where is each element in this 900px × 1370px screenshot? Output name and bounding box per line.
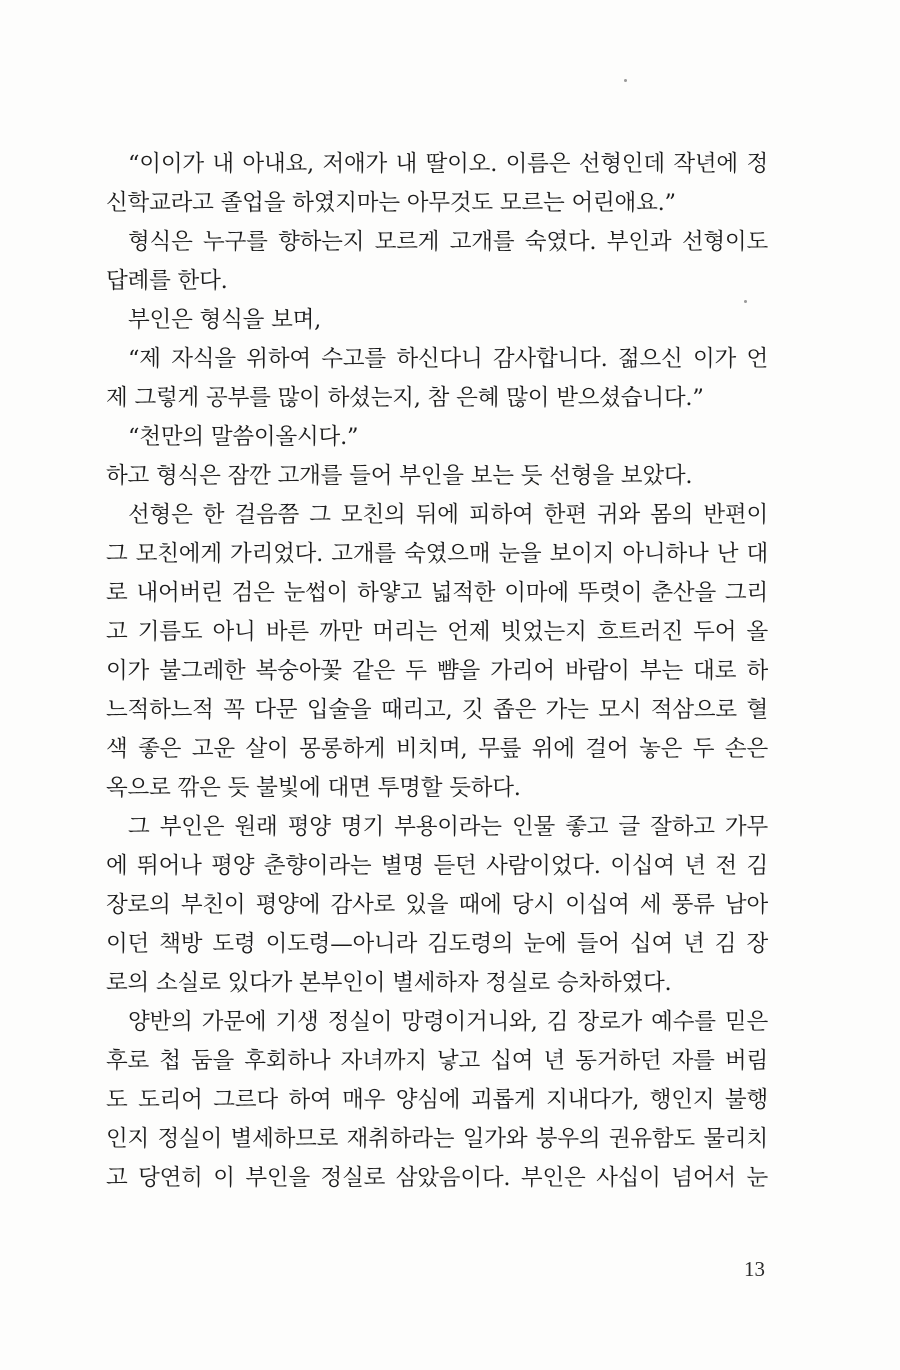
text-line: 후로 첩 둠을 후회하나 자녀까지 낳고 십여 년 동거하던 자를 버림 <box>106 1048 768 1074</box>
text-line: 로의 소실로 있다가 본부인이 별세하자 정실로 승차하였다. <box>106 970 672 996</box>
text-line: 형식은 누구를 향하는지 모르게 고개를 숙였다. 부인과 선형이도 <box>128 229 768 255</box>
text-line: 하고 형식은 잠깐 고개를 들어 부인을 보는 듯 선형을 보았다. <box>106 463 693 489</box>
text-line: 에 뛰어나 평양 춘향이라는 별명 듣던 사람이었다. 이십여 년 전 김 <box>106 853 768 879</box>
text-line: 색 좋은 고운 살이 몽롱하게 비치며, 무릎 위에 걸어 놓은 두 손은 <box>106 736 768 762</box>
scan-speck <box>624 79 627 82</box>
text-line: 도 도리어 그르다 하여 매우 양심에 괴롭게 지내다가, 행인지 불행 <box>106 1087 768 1113</box>
text-line: “제 자식을 위하여 수고를 하신다니 감사합니다. 젊으신 이가 언 <box>128 346 768 372</box>
text-line: “천만의 말씀이올시다.” <box>128 424 359 450</box>
text-line: 부인은 형식을 보며, <box>128 307 322 333</box>
text-line: 느적하느적 꼭 다문 입술을 때리고, 깃 좁은 가는 모시 적삼으로 혈 <box>106 697 768 723</box>
text-line: 인지 정실이 별세하므로 재취하라는 일가와 붕우의 권유함도 물리치 <box>106 1126 768 1152</box>
text-line: 장로의 부친이 평양에 감사로 있을 때에 당시 이십여 세 풍류 남아 <box>106 892 768 918</box>
text-line: 그 모친에게 가리었다. 고개를 숙였으매 눈을 보이지 아니하나 난 대 <box>106 541 768 567</box>
text-line: 그 부인은 원래 평양 명기 부용이라는 인물 좋고 글 잘하고 가무 <box>128 814 768 840</box>
text-line: 제 그렇게 공부를 많이 하셨는지, 참 은혜 많이 받으셨습니다.” <box>106 385 704 411</box>
text-line: 선형은 한 걸음쯤 그 모친의 뒤에 피하여 한편 귀와 몸의 반편이 <box>128 502 768 528</box>
text-line: 양반의 가문에 기생 정실이 망령이거니와, 김 장로가 예수를 믿은 <box>128 1009 768 1035</box>
text-line: 이던 책방 도령 이도령—아니라 김도령의 눈에 들어 십여 년 김 장 <box>106 931 768 957</box>
text-line: 답례를 한다. <box>106 268 228 294</box>
text-line: 옥으로 깎은 듯 불빛에 대면 투명할 듯하다. <box>106 775 521 801</box>
text-line: 이가 불그레한 복숭아꽃 같은 두 뺨을 가리어 바람이 부는 대로 하 <box>106 658 768 684</box>
text-line: 고 기름도 아니 바른 까만 머리는 언제 빗었는지 흐트러진 두어 올 <box>106 619 768 645</box>
text-line: 신학교라고 졸업을 하였지마는 아무것도 모르는 어린애요.” <box>106 190 676 216</box>
text-line: “이이가 내 아내요, 저애가 내 딸이오. 이름은 선형인데 작년에 정 <box>128 151 768 177</box>
body-text <box>106 145 768 1198</box>
text-line: 로 내어버린 검은 눈썹이 하얗고 넓적한 이마에 뚜렷이 춘산을 그리 <box>106 580 768 606</box>
page-number: 13 <box>744 1257 765 1281</box>
text-line: 고 당연히 이 부인을 정실로 삼았음이다. 부인은 사십이 넘어서 눈 <box>106 1165 768 1191</box>
